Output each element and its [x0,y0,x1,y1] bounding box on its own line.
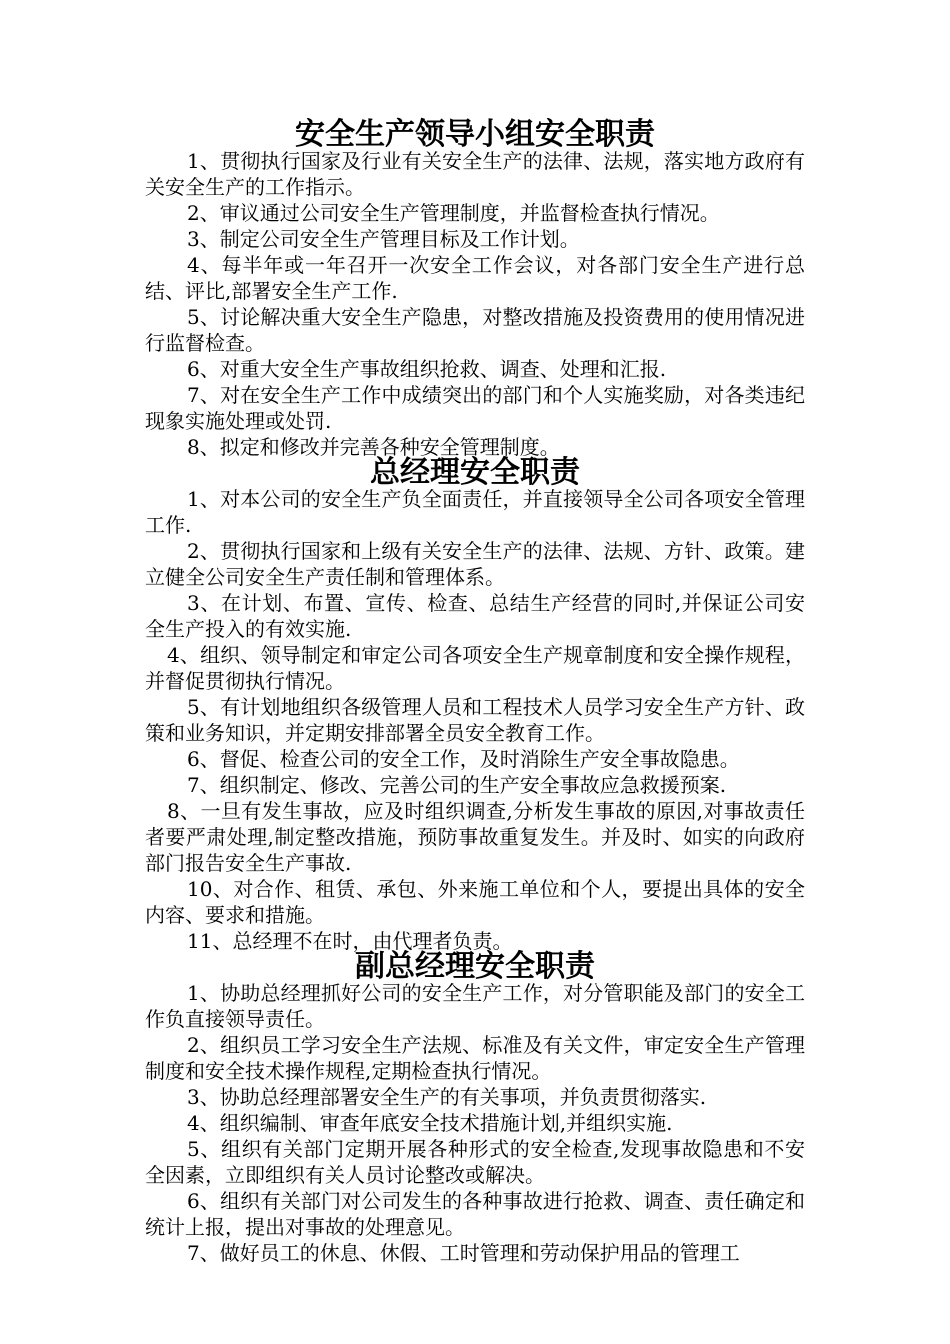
gm-item-3: 3、在计划、布置、宣传、检查、总结生产经营的同时,并保证公司安全生产投入的有效实施. [145,591,805,641]
gm-item-4: 4、组织、领导制定和审定公司各项安全生产规章制度和安全操作规程，并督促贯彻执行情况。 [145,643,805,693]
gm-item-11: 11、总经理不在时，由代理者负责。 [187,929,513,953]
gm-item-5: 5、有计划地组织各级管理人员和工程技术人员学习安全生产方针、政策和业务知识，并定期安排部署全员安全教育工作。 [145,695,805,745]
deputy-item-1: 1、协助总经理抓好公司的安全生产工作，对分管职能及部门的安全工作负直接领导责任。 [145,981,805,1031]
leadership-item-5: 5、讨论解决重大安全生产隐患，对整改措施及投资费用的使用情况进行监督检查。 [145,305,805,355]
document-page [145,117,805,1266]
leadership-item-7: 7、对在安全生产工作中成绩突出的部门和个人实施奖励，对各类违纪现象实施处理或处罚. [145,383,805,433]
gm-item-6: 6、督促、检查公司的安全工作，及时消除生产安全事故隐患。 [187,747,740,771]
deputy-item-6: 6、组织有关部门对公司发生的各种事故进行抢救、调查、责任确定和统计上报，提出对事故的处理意见。 [145,1189,805,1239]
leadership-item-4: 4、每半年或一年召开一次安全工作会议，对各部门安全生产进行总结、评比,部署安全生产工作. [145,253,805,303]
deputy-item-4: 4、组织编制、审查年底安全技术措施计划,并组织实施. [187,1111,673,1135]
leadership-item-2: 2、审议通过公司安全生产管理制度，并监督检查执行情况。 [187,201,720,225]
deputy-item-2: 2、组织员工学习安全生产法规、标准及有关文件，审定安全生产管理制度和安全技术操作规程,定期检查执行情况。 [145,1033,805,1083]
gm-item-1: 1、对本公司的安全生产负全面责任，并直接领导全公司各项安全管理工作. [145,487,805,537]
deputy-item-7: 7、做好员工的休息、休假、工时管理和劳动保护用品的管理工 [187,1241,740,1265]
gm-item-2: 2、贯彻执行国家和上级有关安全生产的法律、法规、方针、政策。建立健全公司安全生产责任制和管理体系。 [145,539,805,589]
section-title-deputy-general-manager: 副总经理安全职责 [355,949,595,984]
gm-item-8: 8、一旦有发生事故，应及时组织调查,分析发生事故的原因,对事故责任者要严肃处理,制定整改措施，预防事故重复发生。并及时、如实的向政府部门报告安全生产事故. [145,799,805,875]
leadership-item-3: 3、制定公司安全生产管理目标及工作计划。 [187,227,580,251]
deputy-item-5: 5、组织有关部门定期开展各种形式的安全检查,发现事故隐患和不安全因素，立即组织有关人员讨论整改或解决。 [145,1137,805,1187]
leadership-item-8: 8、拟定和修改并完善各种安全管理制度。 [187,435,560,459]
section-title-general-manager: 总经理安全职责 [370,455,580,490]
leadership-item-6: 6、对重大安全生产事故组织抢救、调查、处理和汇报. [187,357,667,381]
deputy-item-3: 3、协助总经理部署安全生产的有关事项，并负责贯彻落实. [187,1085,707,1109]
gm-item-7: 7、组织制定、修改、完善公司的生产安全事故应急救援预案. [187,773,727,797]
leadership-item-1: 1、贯彻执行国家及行业有关安全生产的法律、法规，落实地方政府有关安全生产的工作指示。 [145,149,805,199]
section-title-leadership-group: 安全生产领导小组安全职责 [295,117,655,152]
gm-item-10: 10、对合作、租赁、承包、外来施工单位和个人，要提出具体的安全内容、要求和措施。 [145,877,805,927]
